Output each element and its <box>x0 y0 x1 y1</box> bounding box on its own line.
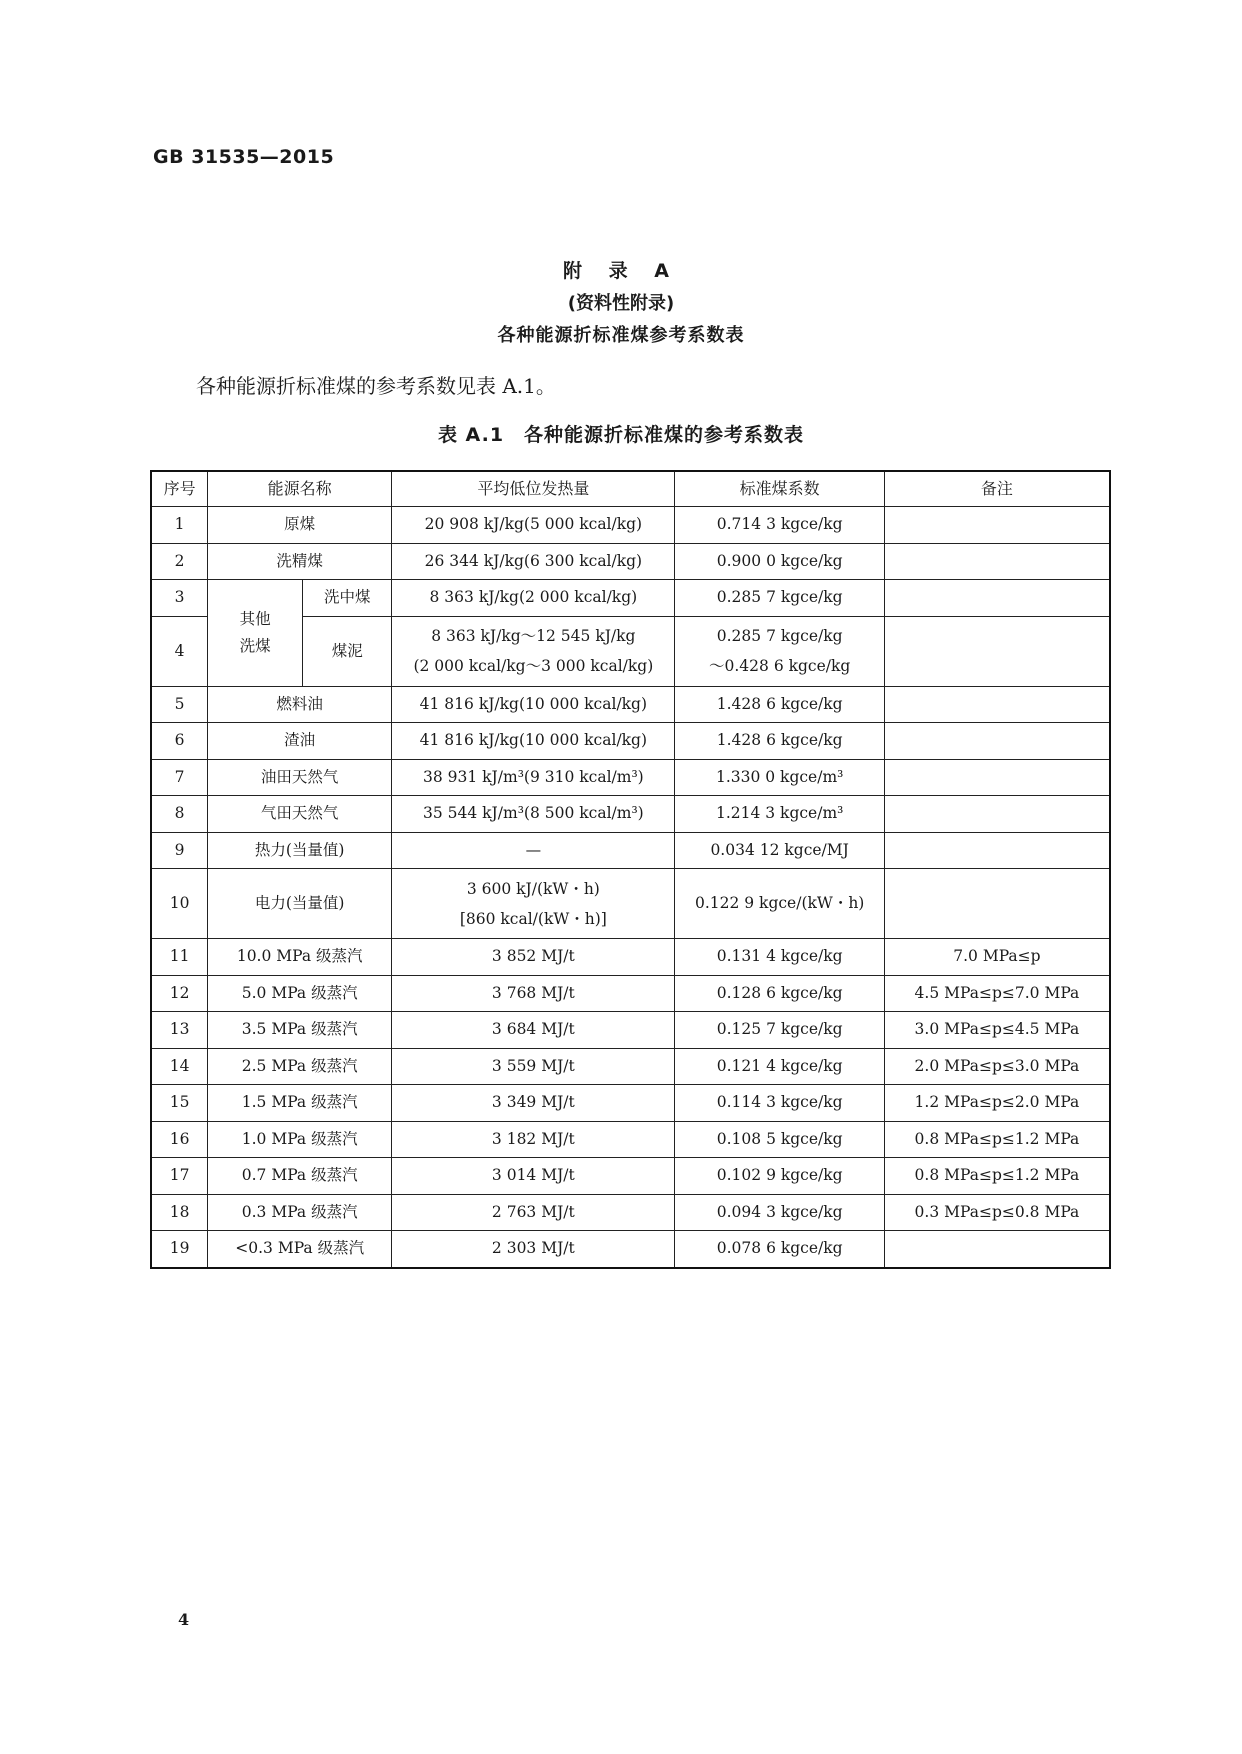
cell-group-label <box>208 580 303 687</box>
cell-coef: 0.114 3 kgce/kg <box>675 1085 884 1122</box>
table-row <box>151 580 1110 617</box>
cell-coef: 1.214 3 kgce/m³ <box>675 796 884 833</box>
cell-coef: 0.108 5 kgce/kg <box>675 1121 884 1158</box>
cell-no: 15 <box>151 1085 208 1122</box>
cell-name: 气田天然气 <box>208 796 392 833</box>
header-name: 能源名称 <box>208 471 392 507</box>
cell-no: 10 <box>151 869 208 939</box>
cell-name: 0.7 MPa 级蒸汽 <box>208 1158 392 1195</box>
cell-note <box>884 580 1110 617</box>
cell-name: 燃料油 <box>208 686 392 723</box>
cell-coef: 0.034 12 kgce/MJ <box>675 832 884 869</box>
cell-coef: 1.330 0 kgce/m³ <box>675 759 884 796</box>
table-row <box>151 759 1110 796</box>
table-row <box>151 796 1110 833</box>
cell-coef: 0.078 6 kgce/kg <box>675 1231 884 1268</box>
cell-coef: 0.121 4 kgce/kg <box>675 1048 884 1085</box>
cell-name: 1.0 MPa 级蒸汽 <box>208 1121 392 1158</box>
cell-name: 热力(当量值) <box>208 832 392 869</box>
appendix-name: 各种能源折标准煤参考系数表 <box>497 325 745 346</box>
cell-heat-line1: 8 363 kJ/kg～12 545 kJ/kg <box>431 627 636 645</box>
page-number: 4 <box>178 1610 190 1629</box>
cell-name: 煤泥 <box>303 616 392 686</box>
group-label-text: 其他 洗煤 <box>239 610 271 655</box>
cell-heat: 8 363 kJ/kg(2 000 kcal/kg) <box>392 580 675 617</box>
cell-name: 渣油 <box>208 723 392 760</box>
cell-coef: 0.131 4 kgce/kg <box>675 939 884 976</box>
cell-coef: 1.428 6 kgce/kg <box>675 686 884 723</box>
cell-heat: 20 908 kJ/kg(5 000 kcal/kg) <box>392 507 675 544</box>
table-row <box>151 1194 1110 1231</box>
cell-heat-line2: (2 000 kcal/kg～3 000 kcal/kg) <box>413 657 654 675</box>
cell-name: <0.3 MPa 级蒸汽 <box>208 1231 392 1268</box>
cell-name: 洗精煤 <box>208 543 392 580</box>
cell-heat: 38 931 kJ/m³(9 310 kcal/m³) <box>392 759 675 796</box>
cell-no: 18 <box>151 1194 208 1231</box>
cell-coef: 0.125 7 kgce/kg <box>675 1012 884 1049</box>
cell-note <box>884 832 1110 869</box>
table-row <box>151 1158 1110 1195</box>
cell-no: 9 <box>151 832 208 869</box>
cell-no: 3 <box>151 580 208 617</box>
cell-heat: 41 816 kJ/kg(10 000 kcal/kg) <box>392 723 675 760</box>
cell-coef: 0.128 6 kgce/kg <box>675 975 884 1012</box>
cell-heat: 3 684 MJ/t <box>392 1012 675 1049</box>
header-coef: 标准煤系数 <box>675 471 884 507</box>
table-row <box>151 686 1110 723</box>
cell-no: 16 <box>151 1121 208 1158</box>
cell-no: 5 <box>151 686 208 723</box>
cell-heat: 2 763 MJ/t <box>392 1194 675 1231</box>
table-row <box>151 975 1110 1012</box>
cell-coef: 0.094 3 kgce/kg <box>675 1194 884 1231</box>
cell-note: 2.0 MPa≤p≤3.0 MPa <box>884 1048 1110 1085</box>
cell-note: 1.2 MPa≤p≤2.0 MPa <box>884 1085 1110 1122</box>
cell-no: 4 <box>151 616 208 686</box>
cell-note <box>884 1231 1110 1268</box>
cell-coef: 0.900 0 kgce/kg <box>675 543 884 580</box>
cell-name: 3.5 MPa 级蒸汽 <box>208 1012 392 1049</box>
cell-no: 7 <box>151 759 208 796</box>
cell-no: 6 <box>151 723 208 760</box>
cell-name: 洗中煤 <box>303 580 392 617</box>
cell-note <box>884 759 1110 796</box>
cell-heat <box>392 869 675 939</box>
cell-coef-line1: 0.285 7 kgce/kg <box>716 627 843 645</box>
cell-note <box>884 723 1110 760</box>
table-row <box>151 939 1110 976</box>
cell-coef-line2: ～0.428 6 kgce/kg <box>709 657 851 675</box>
cell-name: 原煤 <box>208 507 392 544</box>
cell-name: 10.0 MPa 级蒸汽 <box>208 939 392 976</box>
coefficient-table <box>150 470 1111 1269</box>
cell-name: 1.5 MPa 级蒸汽 <box>208 1085 392 1122</box>
cell-note <box>884 686 1110 723</box>
cell-heat: 2 303 MJ/t <box>392 1231 675 1268</box>
appendix-subtitle: (资料性附录) <box>567 293 675 314</box>
cell-note: 0.8 MPa≤p≤1.2 MPa <box>884 1121 1110 1158</box>
cell-name: 0.3 MPa 级蒸汽 <box>208 1194 392 1231</box>
table-row <box>151 507 1110 544</box>
cell-note <box>884 869 1110 939</box>
table-row <box>151 869 1110 939</box>
table-row <box>151 1048 1110 1085</box>
table-row <box>151 1121 1110 1158</box>
standard-code: GB 31535—2015 <box>153 146 335 168</box>
table-header-row <box>151 471 1110 507</box>
header-heat: 平均低位发热量 <box>392 471 675 507</box>
cell-note <box>884 616 1110 686</box>
cell-no: 13 <box>151 1012 208 1049</box>
cell-no: 2 <box>151 543 208 580</box>
cell-heat: 3 349 MJ/t <box>392 1085 675 1122</box>
cell-note: 7.0 MPa≤p <box>884 939 1110 976</box>
table-row <box>151 1231 1110 1268</box>
cell-heat: 41 816 kJ/kg(10 000 kcal/kg) <box>392 686 675 723</box>
cell-coef: 0.285 7 kgce/kg <box>675 580 884 617</box>
cell-no: 14 <box>151 1048 208 1085</box>
cell-heat-line1: 3 600 kJ/(kW・h) <box>466 879 600 898</box>
table-row <box>151 723 1110 760</box>
cell-no: 11 <box>151 939 208 976</box>
table-caption: 表 A.1 各种能源折标准煤的参考系数表 <box>437 424 805 446</box>
cell-coef: 0.714 3 kgce/kg <box>675 507 884 544</box>
cell-heat <box>392 616 675 686</box>
cell-note: 0.3 MPa≤p≤0.8 MPa <box>884 1194 1110 1231</box>
cell-coef: 0.122 9 kgce/(kW・h) <box>675 869 884 939</box>
cell-note <box>884 507 1110 544</box>
cell-name: 2.5 MPa 级蒸汽 <box>208 1048 392 1085</box>
cell-no: 1 <box>151 507 208 544</box>
cell-heat: 35 544 kJ/m³(8 500 kcal/m³) <box>392 796 675 833</box>
cell-coef: 1.428 6 kgce/kg <box>675 723 884 760</box>
cell-note: 4.5 MPa≤p≤7.0 MPa <box>884 975 1110 1012</box>
header-note: 备注 <box>884 471 1110 507</box>
intro-paragraph: 各种能源折标准煤的参考系数见表 A.1。 <box>196 374 556 398</box>
cell-heat: 3 768 MJ/t <box>392 975 675 1012</box>
cell-no: 12 <box>151 975 208 1012</box>
cell-note <box>884 543 1110 580</box>
table-row <box>151 1085 1110 1122</box>
cell-name: 电力(当量值) <box>208 869 392 939</box>
cell-no: 17 <box>151 1158 208 1195</box>
cell-heat: 3 559 MJ/t <box>392 1048 675 1085</box>
header-no: 序号 <box>151 471 208 507</box>
cell-no: 8 <box>151 796 208 833</box>
table-row <box>151 832 1110 869</box>
cell-heat: 26 344 kJ/kg(6 300 kcal/kg) <box>392 543 675 580</box>
table-row <box>151 543 1110 580</box>
cell-coef <box>675 616 884 686</box>
cell-no: 19 <box>151 1231 208 1268</box>
appendix-title: 附 录 A <box>563 260 679 282</box>
cell-note <box>884 796 1110 833</box>
table-row <box>151 1012 1110 1049</box>
cell-name: 油田天然气 <box>208 759 392 796</box>
cell-note: 3.0 MPa≤p≤4.5 MPa <box>884 1012 1110 1049</box>
cell-heat: 3 014 MJ/t <box>392 1158 675 1195</box>
cell-coef: 0.102 9 kgce/kg <box>675 1158 884 1195</box>
cell-name: 5.0 MPa 级蒸汽 <box>208 975 392 1012</box>
cell-heat-line2: [860 kcal/(kW・h)] <box>459 909 607 928</box>
cell-note: 0.8 MPa≤p≤1.2 MPa <box>884 1158 1110 1195</box>
cell-heat: — <box>392 832 675 869</box>
cell-heat: 3 182 MJ/t <box>392 1121 675 1158</box>
cell-heat: 3 852 MJ/t <box>392 939 675 976</box>
